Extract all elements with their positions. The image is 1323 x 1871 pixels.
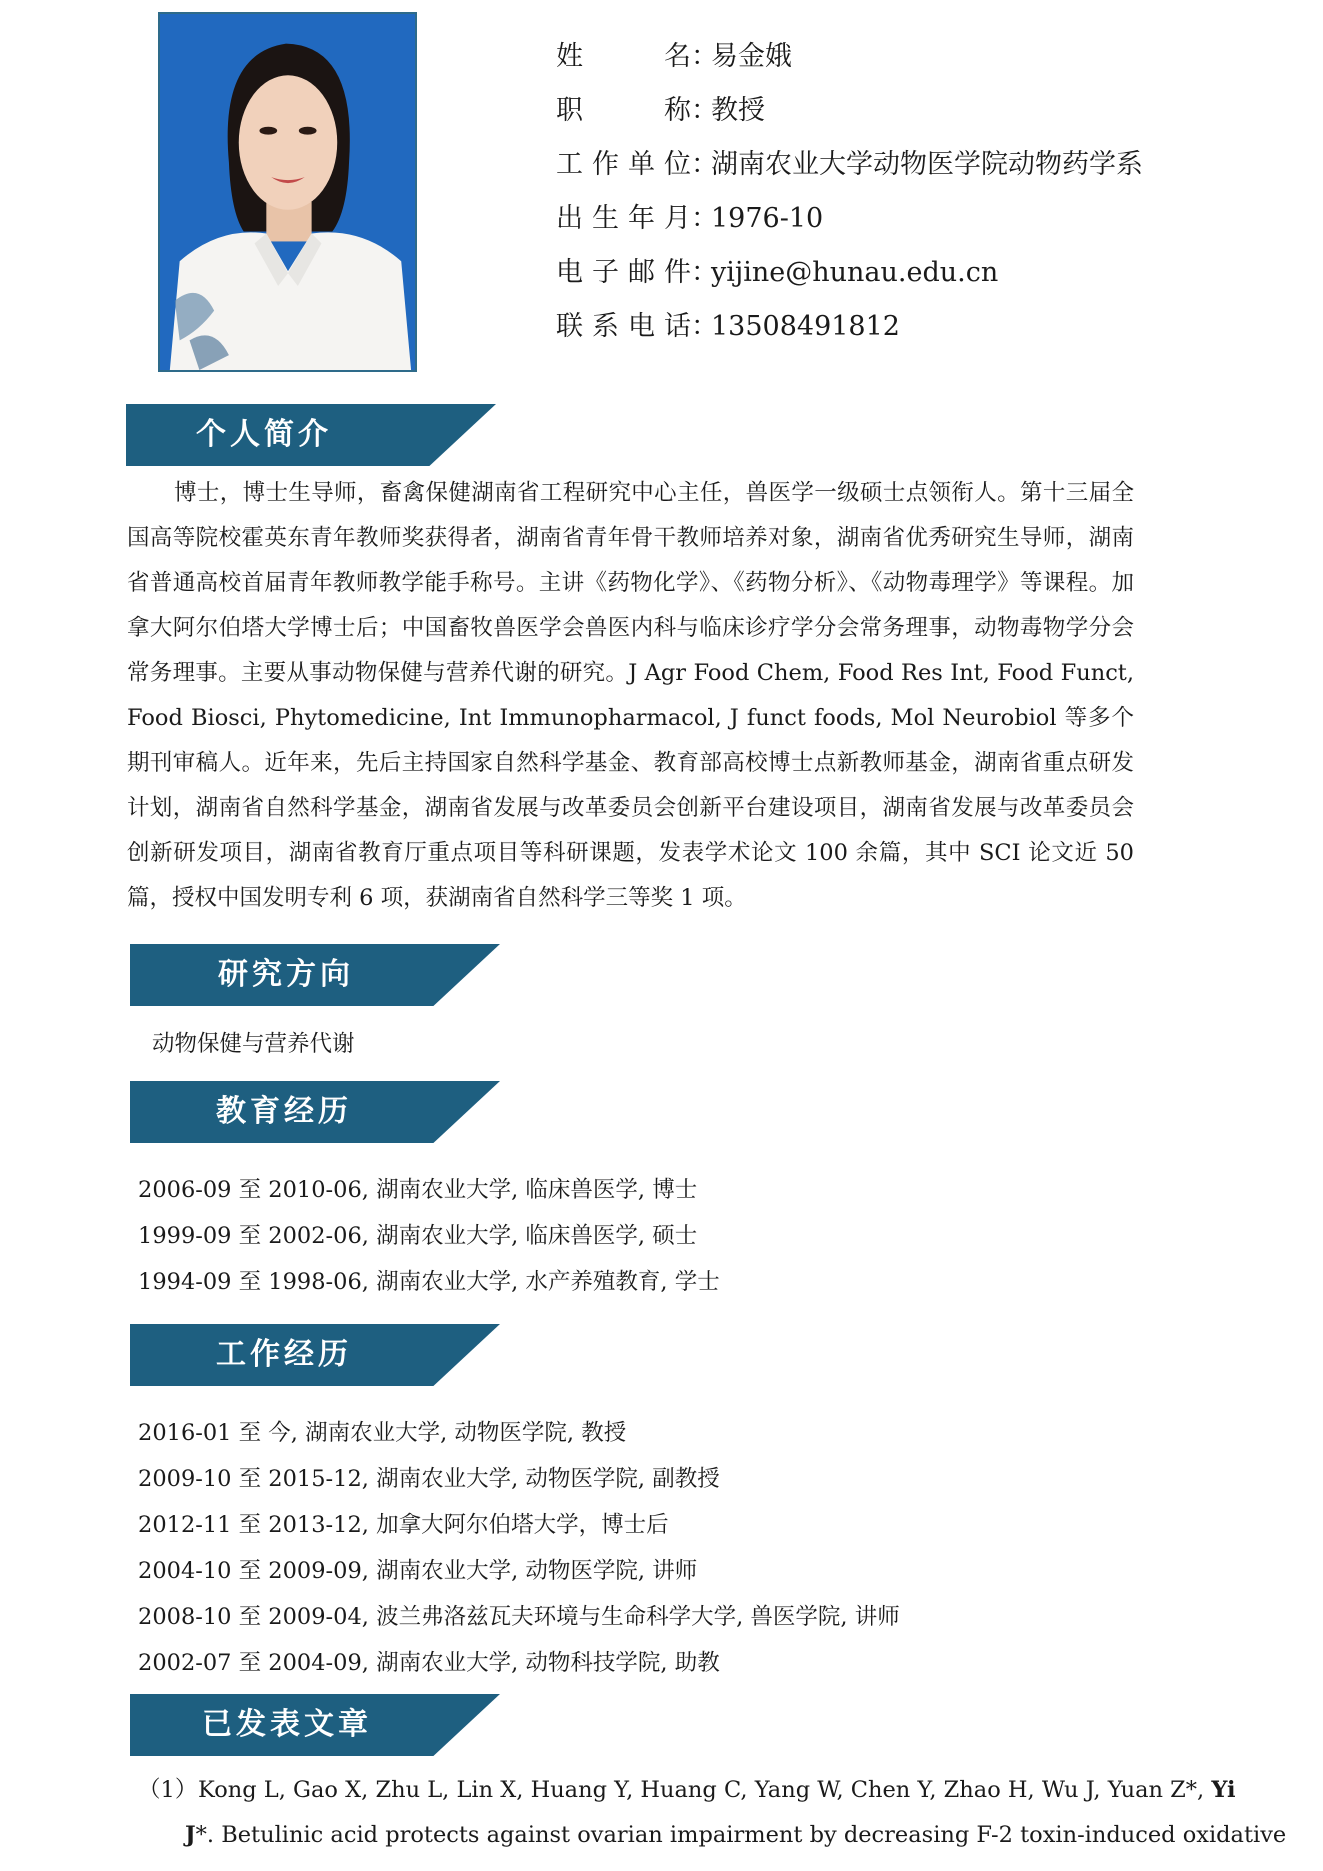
colon: ： [691,203,718,234]
list-item: 2009-10 至 2015-12, 湖南农业大学, 动物医学院, 副教授 [138,1466,720,1492]
section-header-research [130,944,500,1006]
list-item: 2008-10 至 2009-04, 波兰弗洛兹瓦夫环境与生命科学大学, 兽医学院, 讲师 [138,1604,900,1630]
publication-bold-author-initial: J [185,1822,196,1848]
title-label: 职 称 [556,95,691,126]
info-email-row [556,246,1143,300]
list-item: 1994-09 至 1998-06, 湖南农业大学, 水产养殖教育, 学士 [138,1269,720,1295]
section-title: 教育经历 [216,1094,352,1129]
publication-bold-author: Yi [1211,1777,1236,1803]
name-value: 易金娥 [711,41,792,72]
list-item: 2016-01 至 今, 湖南农业大学, 动物医学院, 教授 [138,1420,627,1446]
colon: ： [691,311,718,342]
info-title-row [556,84,1143,138]
education-list [138,1167,720,1305]
list-item: 2004-10 至 2009-09, 湖南农业大学, 动物医学院, 讲师 [138,1558,698,1584]
info-name-row [556,30,1143,84]
profile-photo [158,12,417,372]
colon: ： [691,41,718,72]
publication-title: *. Betulinic acid protects against ovarian impairment by decreasing F-2 toxin-induced oxidative [195,1822,1287,1848]
section-title: 工作经历 [216,1337,352,1372]
phone-value: 13508491812 [711,311,900,342]
name-label: 姓 名 [556,41,691,72]
section-header-education [130,1081,500,1143]
section-header-publications [130,1694,500,1756]
phone-label: 联系电话 [556,311,691,342]
title-value: 教授 [711,95,765,126]
section-title: 研究方向 [218,957,354,992]
list-item: 2012-11 至 2013-12, 加拿大阿尔伯塔大学，博士后 [138,1512,669,1538]
colon: ： [691,257,718,288]
profile-info [556,30,1143,354]
list-item: 1999-09 至 2002-06, 湖南农业大学, 临床兽医学, 硕士 [138,1223,698,1249]
research-text: 动物保健与营养代谢 [152,1031,355,1057]
publication-number: （1） [138,1777,198,1803]
work-list [138,1410,900,1686]
publication-item [138,1768,1287,1858]
info-birth-row [556,192,1143,246]
colon: ： [691,95,718,126]
section-header-work [130,1324,500,1386]
publication-line2 [138,1813,1287,1858]
section-header-intro [126,404,496,466]
section-title: 个人简介 [196,417,332,452]
list-item: 2002-07 至 2004-09, 湖南农业大学, 动物科技学院, 助教 [138,1650,720,1676]
email-value[interactable]: yijine@hunau.edu.cn [711,257,999,288]
birth-label: 出生年月 [556,203,691,234]
portrait-image [160,14,415,370]
unit-value: 湖南农业大学动物医学院动物药学系 [711,149,1143,180]
info-unit-row [556,138,1143,192]
colon: ： [691,149,718,180]
info-phone-row [556,300,1143,354]
intro-paragraph: 博士，博士生导师，畜禽保健湖南省工程研究中心主任，兽医学一级硕士点领衔人。第十三届全国高等院校霍英东青年教师奖获得者，湖南省青年骨干教师培养对象，湖南省优秀研究生导师，湖南省普通高校首届青年教师教学能手称号。主讲《药物化学》、《药物分析》、《动物毒理学》等课程。加拿大阿尔伯塔大学博士后；中国畜牧兽医学会兽医内科与临床诊疗学分会常务理事，动物毒物学分会常务理事。主要从事动物保健与营养代谢的研究。J Agr Food Chem, Food Res Int, Food Funct, Food Biosci, Phytomedicine, Int Immunopharmacol, J funct foods, Mol Neurobiol 等多个期刊审稿人。近年来，先后主持国家自然科学基金、教育部高校博士点新教师基金，湖南省重点研发计划，湖南省自然科学基金，湖南省发展与改革委员会创新平台建设项目，湖南省发展与改革委员会创新研发项目，湖南省教育厅重点项目等科研课题，发表学术论文 100 余篇，其中 SCI 论文近 50 篇，授权中国发明专利 6 项，获湖南省自然科学三等奖 1 项。 [127,480,1134,911]
section-title: 已发表文章 [202,1707,372,1742]
unit-label: 工作单位 [556,149,691,180]
publication-authors: Kong L, Gao X, Zhu L, Lin X, Huang Y, Huang C, Yang W, Chen Y, Zhao H, Wu J, Yuan Z*, [198,1777,1212,1803]
birth-value: 1976-10 [711,203,824,234]
list-item: 2006-09 至 2010-06, 湖南农业大学, 临床兽医学, 博士 [138,1177,698,1203]
email-label: 电子邮件 [556,257,691,288]
